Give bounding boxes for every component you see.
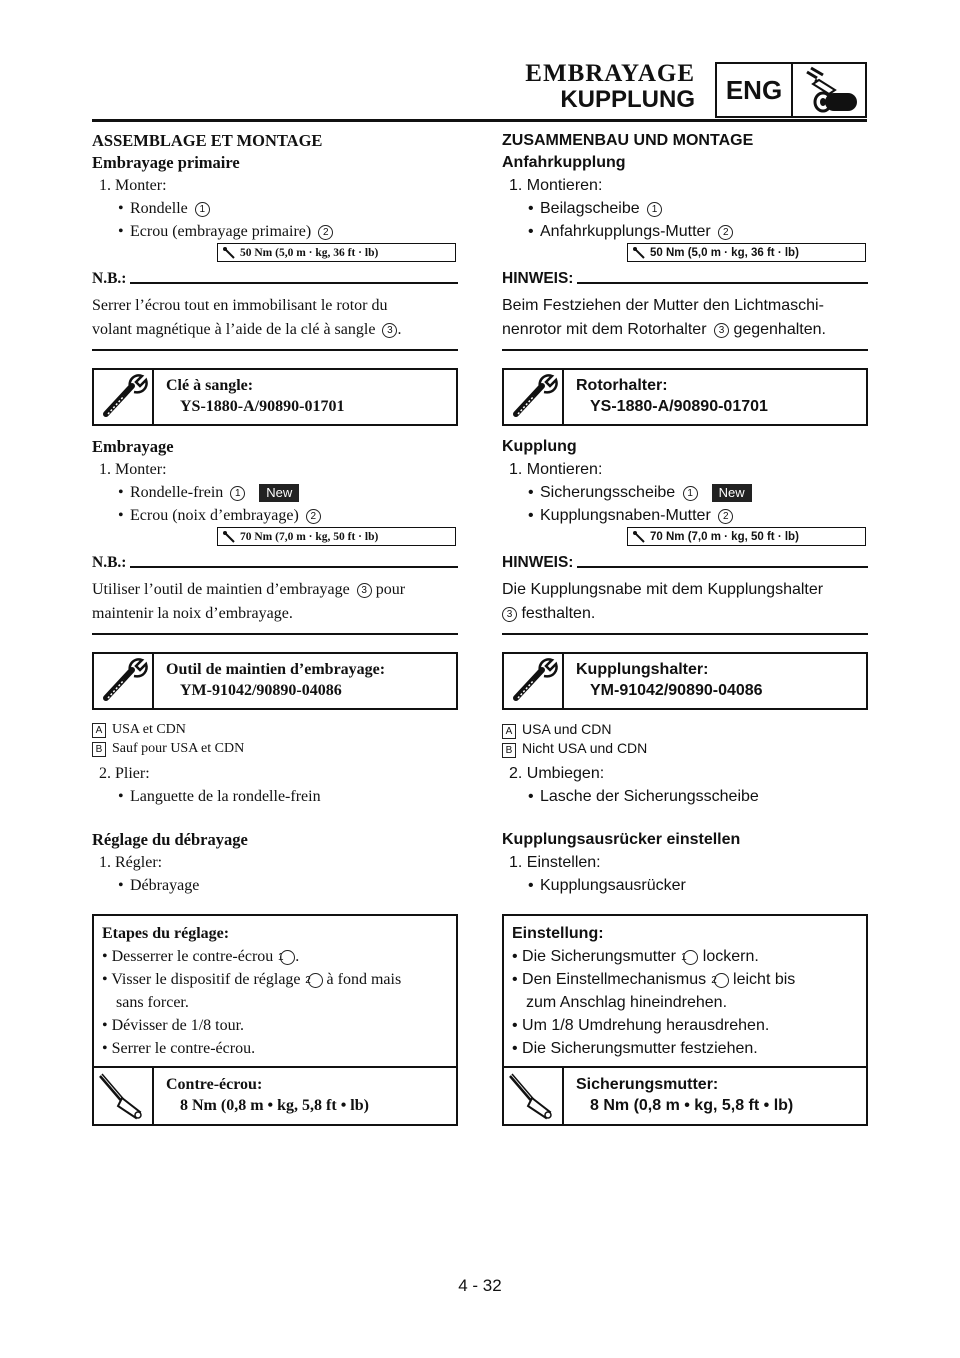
column-french (92, 130, 458, 1126)
torque-spec: 70 Nm (7,0 m · kg, 50 ft · lb) (217, 527, 456, 546)
adjust-step: • Dévisser de 1/8 tour. (102, 1017, 245, 1034)
clutch-heading: Kupplung (502, 438, 577, 455)
note-text: Beim Festziehen der Mutter den Lichtmaschi- nenrotor mit dem Rotorhalter 3 gegenhalten. (502, 297, 826, 338)
step-line: 1. Régler: (99, 854, 163, 871)
adjust-step: • Um 1/8 Umdrehung herausdrehen. (512, 1017, 770, 1034)
list-item: • Ecrou (embrayage primaire) 2 (92, 220, 458, 243)
list-item: • Débrayage (118, 877, 200, 894)
tool-name: Rotorhalter: (576, 377, 668, 394)
list-item: • Kupplungsnaben-Mutter 2 (502, 504, 868, 527)
tool-number: YM-91042/90890-04086 (590, 682, 763, 699)
legend-item: B Nicht USA und CDN (502, 739, 868, 758)
note-header: N.B.: (92, 554, 458, 578)
locknut-torque-box (504, 1066, 866, 1124)
step-line: 2. Plier: (99, 765, 150, 782)
tool-number: YS-1880-A/90890-01701 (180, 398, 345, 415)
list-item: • Anfahrkupplungs-Mutter 2 (502, 220, 868, 243)
adjustment-steps-box (502, 914, 868, 1126)
column-german (502, 130, 868, 1126)
section-title-de: KUPPLUNG (560, 86, 695, 113)
note-header: N.B.: (92, 270, 458, 294)
note-text: Serrer l’écrou tout en immobilisant le rotor du volant magnétique à l’aide de la clé à sangle 3 . (92, 297, 402, 338)
adjust-step: • Desserrer le contre-écrou 1 . (102, 948, 300, 965)
adjust-step: • Den Einstellmechanismus 2 leicht bis zum Anschlag hineindrehen. (512, 971, 796, 1011)
note-text: Utiliser l’outil de maintien d’embrayage 3 pour maintenir la noix d’embrayage. (92, 581, 406, 622)
step-line: 1. Einstellen: (509, 854, 601, 871)
tool-name: Kupplungshalter: (576, 661, 709, 678)
engine-icon (793, 66, 865, 116)
list-item: • Rondelle-frein 1 New (92, 481, 458, 504)
list-item: • Lasche der Sicherungsscheibe (528, 788, 759, 805)
clutch-heading: Embrayage (92, 437, 174, 456)
nut-name: Contre-écrou: (166, 1076, 263, 1093)
tool-name: Outil de maintien d’embrayage: (166, 661, 386, 678)
locknut-torque-box (94, 1066, 456, 1124)
adjust-step: • Die Sicherungsmutter 1 lockern. (512, 948, 759, 965)
adjust-heading: Réglage du débrayage (92, 830, 248, 849)
legend-item: A USA et CDN (92, 720, 458, 739)
note-header: HINWEIS: (502, 270, 868, 294)
torque-spec: 50 Nm (5,0 m · kg, 36 ft · lb) (217, 243, 456, 262)
special-tool-box (92, 652, 458, 710)
list-item: • Kupplungsausrücker (528, 877, 686, 894)
special-tool-box (92, 368, 458, 426)
header-rule (92, 119, 867, 122)
tool-number: YM-91042/90890-04086 (180, 682, 342, 699)
step-line: 2. Umbiegen: (509, 765, 605, 782)
torque-wrench-icon (632, 246, 646, 260)
special-tool-box (502, 652, 868, 710)
torque-spec: 50 Nm (5,0 m · kg, 36 ft · lb) (627, 243, 866, 262)
callout-ref: 1 (195, 202, 210, 217)
special-tool-icon (504, 654, 564, 708)
note-text: Die Kupplungsnabe mit dem Kupplungshalter 3 festhalten. (502, 581, 824, 622)
special-tool-box (502, 368, 868, 426)
nut-name: Sicherungsmutter: (576, 1076, 719, 1093)
special-tool-icon (94, 654, 154, 708)
step-line: 1. Montieren: (509, 461, 603, 478)
steps-title: Etapes du réglage: (102, 925, 230, 942)
section-tab-label: ENG (717, 64, 793, 116)
list-item: • Sicherungsscheibe 1 New (502, 481, 868, 504)
torque-wrench-icon (222, 530, 236, 544)
step-line: 1. Monter: (99, 461, 167, 478)
new-part-badge: New (259, 484, 299, 502)
adjust-heading: Kupplungsausrücker einstellen (502, 831, 741, 848)
legend-item: A USA und CDN (502, 720, 868, 739)
step-line: 1. Monter: (99, 177, 167, 194)
new-part-badge: New (712, 484, 752, 502)
adjust-step: • Die Sicherungsmutter festziehen. (512, 1040, 758, 1057)
note-rule (502, 633, 868, 635)
nut-torque: 8 Nm (0,8 m • kg, 5,8 ft • lb) (590, 1097, 794, 1114)
torque-wrench-icon (632, 530, 646, 544)
special-tool-icon (504, 370, 564, 424)
adjust-step: • Visser le dispositif de réglage 2 à fond mais sans forcer. (102, 971, 402, 1011)
torque-wrench-icon (94, 1068, 154, 1124)
assembly-heading: ASSEMBLAGE ET MONTAGE (92, 131, 323, 150)
adjust-step: • Serrer le contre-écrou. (102, 1040, 256, 1057)
note-rule (92, 349, 458, 351)
special-tool-icon (94, 370, 154, 424)
note-header: HINWEIS: (502, 554, 868, 578)
page-number: 4 - 32 (458, 1276, 502, 1295)
list-item: • Languette de la rondelle-frein (118, 788, 321, 805)
legend-item: B Sauf pour USA et CDN (92, 739, 458, 758)
torque-wrench-icon (504, 1068, 564, 1124)
torque-spec: 70 Nm (7,0 m · kg, 50 ft · lb) (627, 527, 866, 546)
torque-wrench-icon (222, 246, 236, 260)
note-rule (92, 633, 458, 635)
adjustment-steps-box (92, 914, 458, 1126)
primary-clutch-heading: Anfahrkupplung (502, 154, 626, 171)
tool-name: Clé à sangle: (166, 377, 254, 394)
tool-number: YS-1880-A/90890-01701 (590, 398, 768, 415)
list-item: • Ecrou (noix d’embrayage) 2 (92, 504, 458, 527)
callout-ref: 2 (318, 225, 333, 240)
steps-title: Einstellung: (512, 925, 604, 942)
list-item: • Rondelle 1 (92, 197, 458, 220)
section-title-fr: EMBRAYAGE (525, 60, 695, 87)
primary-clutch-heading: Embrayage primaire (92, 153, 240, 172)
assembly-heading: ZUSAMMENBAU UND MONTAGE (502, 132, 754, 149)
section-tab (715, 62, 867, 118)
list-item: • Beilagscheibe 1 (502, 197, 868, 220)
note-rule (502, 349, 868, 351)
nut-torque: 8 Nm (0,8 m • kg, 5,8 ft • lb) (180, 1097, 369, 1114)
step-line: 1. Montieren: (509, 177, 603, 194)
